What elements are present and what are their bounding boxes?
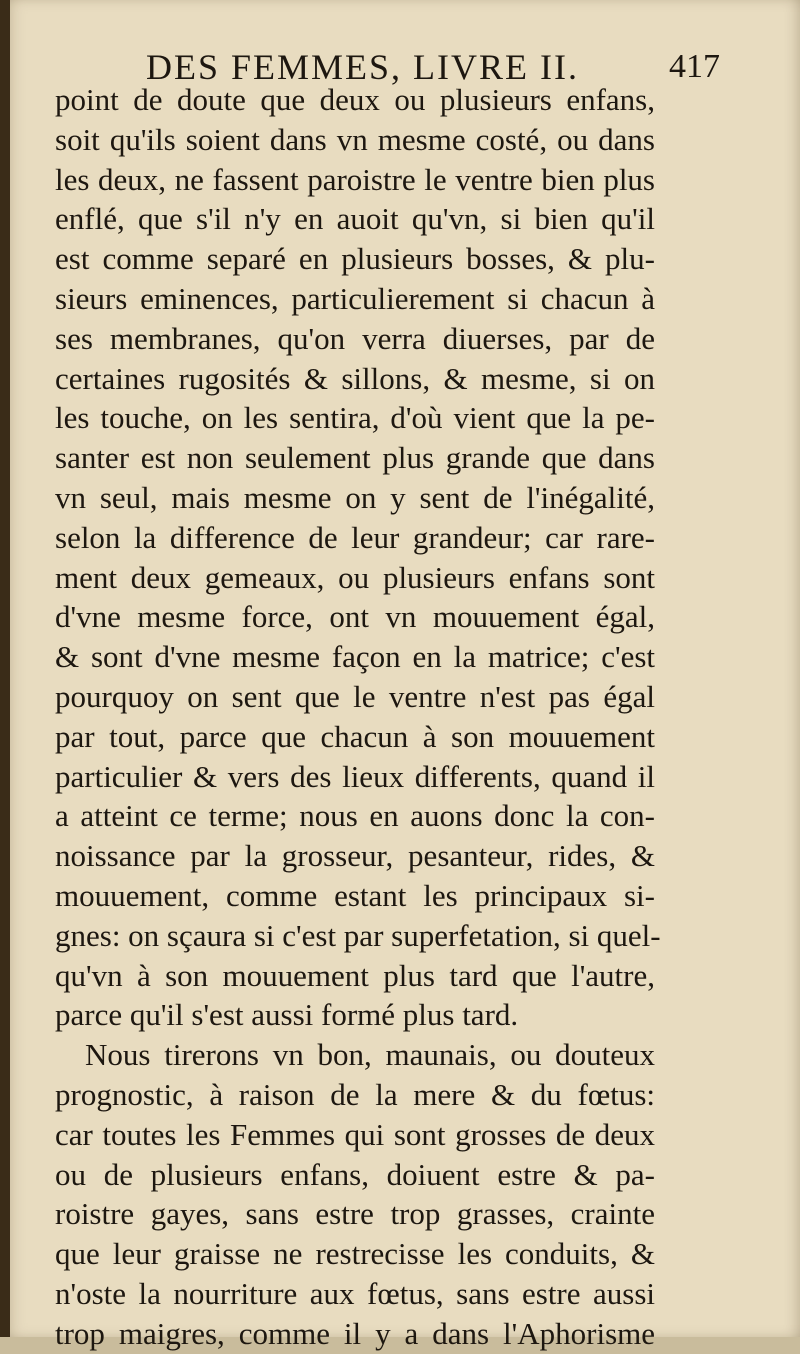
- text-line: & sont d'vne mesme façon en la matrice; c'est: [55, 639, 655, 675]
- text-line: mouuement, comme estant les principaux si-: [55, 877, 655, 913]
- body-text: [55, 80, 661, 1354]
- text-line: prognostic, à raison de la mere & du fœtus:: [55, 1076, 655, 1112]
- text-line: ses membranes, qu'on verra diuerses, par de: [55, 320, 655, 356]
- text-line: a atteint ce terme; nous en auons donc la con-: [55, 798, 655, 834]
- text-line: selon la difference de leur grandeur; car rare-: [55, 519, 655, 555]
- text-line: point de doute que deux ou plusieurs enfans,: [55, 82, 655, 117]
- text-line: certaines rugosités & sillons, & mesme, si on: [55, 360, 655, 396]
- text-line: qu'vn à son mouuement plus tard que l'autre,: [55, 957, 655, 993]
- text-line: ment deux gemeaux, ou plusieurs enfans sont: [55, 559, 655, 595]
- text-line: que leur graisse ne restrecisse les conduits, &: [55, 1236, 655, 1272]
- text-line: soit qu'ils soient dans vn mesme costé, ou dans: [55, 121, 655, 157]
- text-line: sieurs eminences, particulierement si chacun à: [55, 280, 655, 316]
- text-line: Nous tirerons vn bon, maunais, ou douteux: [85, 1037, 655, 1073]
- text-line: roistre gayes, sans estre trop grasses, crainte: [55, 1196, 655, 1232]
- text-line: est comme separé en plusieurs bosses, & plu-: [55, 241, 655, 277]
- text-line: les deux, ne fassent paroistre le ventre bien plus: [55, 161, 655, 197]
- text-line: les touche, on les sentira, d'où vient que la pe-: [55, 400, 655, 436]
- text-line: particulier & vers des lieux differents, quand il: [55, 758, 655, 794]
- text-line: pourquoy on sent que le ventre n'est pas égal: [55, 678, 655, 714]
- text-line: trop maigres, comme il y a dans l'Aphorisme: [55, 1315, 655, 1351]
- text-line: par tout, parce que chacun à son mouuement: [55, 718, 655, 754]
- text-line: gnes: on sçaura si c'est par superfetation, si quel-: [55, 917, 661, 953]
- text-line: vn seul, mais mesme on y sent de l'inégalité,: [55, 479, 655, 515]
- running-title: DES FEMMES, LIVRE II.: [146, 47, 580, 87]
- text-line: enflé, que s'il n'y en auoit qu'vn, si bien qu'il: [55, 201, 655, 237]
- text-line: ou de plusieurs enfans, doiuent estre & pa-: [55, 1156, 655, 1192]
- text-line: car toutes les Femmes qui sont grosses de deux: [55, 1116, 655, 1152]
- text-line: n'oste la nourriture aux fœtus, sans estre aussi: [55, 1275, 655, 1311]
- text-line: parce qu'il s'est aussi formé plus tard.: [55, 997, 519, 1033]
- text-line: d'vne mesme force, ont vn mouuement égal,: [55, 599, 655, 635]
- text-line: santer est non seulement plus grande que dans: [55, 440, 655, 476]
- text-line: noissance par la grosseur, pesanteur, rides, &: [55, 838, 655, 874]
- page-number: 417: [669, 48, 720, 85]
- book-spine-shadow: [0, 0, 10, 1337]
